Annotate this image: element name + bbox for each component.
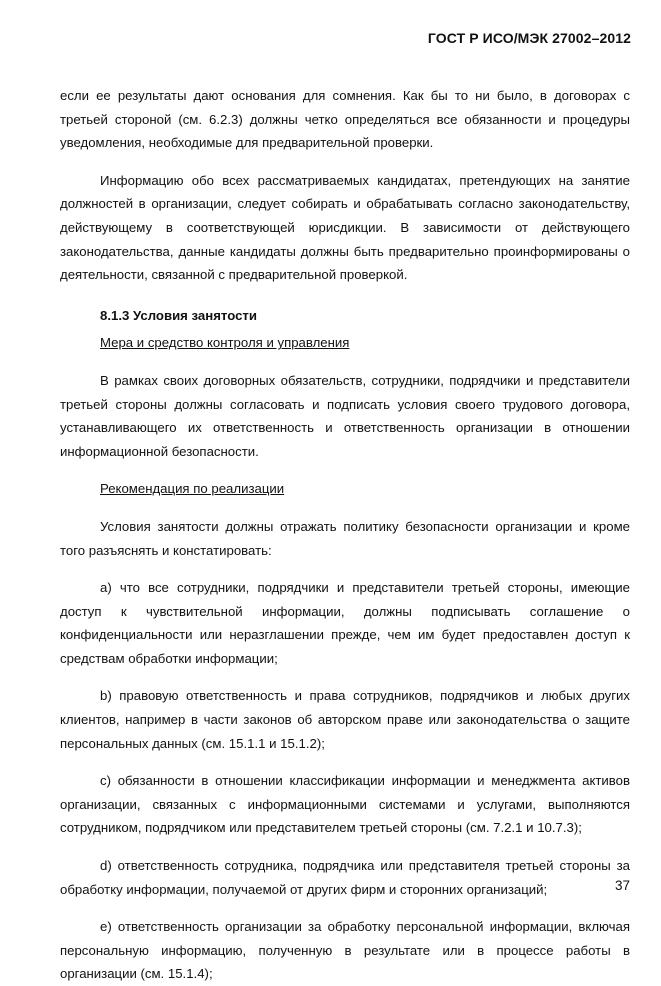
section-heading: 8.1.3 Условия занятости <box>100 307 257 323</box>
paragraph-guidance: Условия занятости должны отражать политику безопасности организации и кроме того разъяснять и констатировать: <box>60 518 630 558</box>
list-item-d: d) ответственность сотрудника, подрядчика или представителя третьей стороны за обработку информации, получаемой от других фирм и сторонних организаций; <box>60 858 630 897</box>
control-subheading: Мера и средство контроля и управления <box>100 335 350 351</box>
list-item-b: b) правовую ответственность и права сотрудников, подрядчиков и любых других клиентов, например в части законов об авторском праве или законодательства о защите персональных данных (см. 15.1.1 и 15.1.2); <box>60 688 630 751</box>
document-body <box>60 84 630 986</box>
paragraph-candidates: Информацию обо всех рассматриваемых кандидатах, претендующих на занятие должностей в организации, следует собирать и обрабатывать согласно законодательству, действующему в соответствующей юрисдикции. В зависимости от действующего законодательства, данные кандидаты должны быть предварительно проинформированы о деятельности, связанной с предварительной проверкой. <box>60 172 630 283</box>
list-item-c: c) обязанности в отношении классификации информации и менеджмента активов организации, связанных с информационными системами и услугами, выполняются сотрудником, подрядчиком или представителем третьей стороны (см. 7.2.1 и 10.7.3); <box>60 773 630 836</box>
paragraph-control: В рамках своих договорных обязательств, сотрудники, подрядчики и представители третьей стороны должны согласовать и подписать условия своего трудового договора, устанавливающего их ответственность и ответственность организации в отношении информационной безопасности. <box>60 372 630 459</box>
list-item-a: a) что все сотрудники, подрядчики и представители третьей стороны, имеющие доступ к чувствительной информации, должны подписывать соглашение о конфиденциальности или неразглашении прежде, чем им будет предоставлен доступ к средствам обработки информации; <box>60 580 630 666</box>
guidance-subheading: Рекомендация по реализации <box>100 481 285 497</box>
document-header: ГОСТ Р ИСО/МЭК 27002–2012 <box>427 30 631 46</box>
paragraph-continuation: если ее результаты дают основания для сомнения. Как бы то ни было, в договорах с третьей стороной (см. 6.2.3) должны четко определяться все обязанности и процедуры уведомления, необходимые для предварительной проверки. <box>60 88 630 151</box>
page-number: 37 <box>614 878 630 893</box>
list-item-e: e) ответственность организации за обработку персональной информации, включая персональную информацию, полученную в результате или в процессе работы в организации (см. 15.1.4); <box>60 919 630 982</box>
